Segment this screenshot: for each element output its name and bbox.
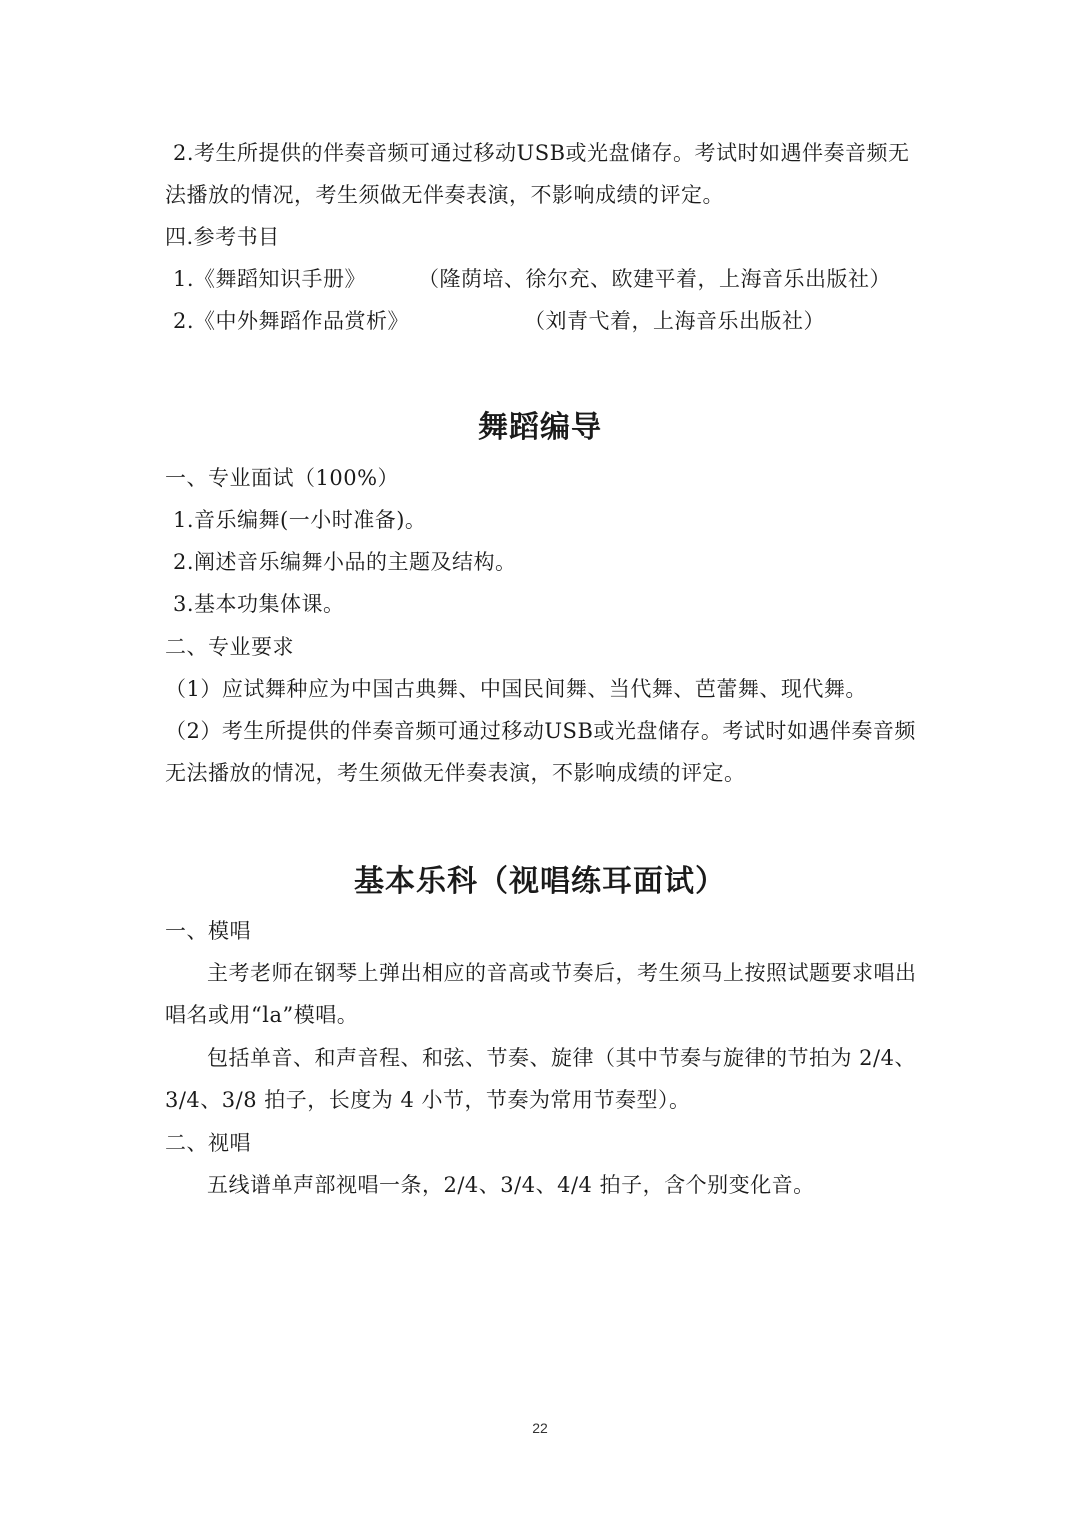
choreography-req-2-line2: 无法播放的情况，考生须做无伴奏表演，不影响成绩的评定。	[165, 761, 746, 785]
choreography-title: 舞蹈编导	[478, 410, 602, 445]
references-heading: 四.参考书目	[165, 225, 280, 249]
music-basics-section1-heading: 一、模唱	[165, 919, 251, 943]
reference-book-2-title: 2.《中外舞蹈作品赏析》	[173, 309, 410, 333]
choreography-req-1: （1）应试舞种应为中国古典舞、中国民间舞、当代舞、芭蕾舞、现代舞。	[165, 677, 867, 701]
choreography-section2-heading: 二、专业要求	[165, 635, 294, 659]
intro-item2-line1: 2.考生所提供的伴奏音频可通过移动USB或光盘储存。考试时如遇伴奏音频无	[173, 141, 910, 165]
choreography-section1-heading: 一、专业面试（100%）	[165, 466, 400, 490]
reference-book-1-author: （隆荫培、徐尔充、欧建平着，上海音乐出版社）	[418, 267, 891, 291]
intro-item2-line2: 法播放的情况，考生须做无伴奏表演，不影响成绩的评定。	[165, 183, 724, 207]
music-basics-section2-heading: 二、视唱	[165, 1131, 251, 1155]
choreography-item-3: 3.基本功集体课。	[173, 592, 345, 616]
music-basics-title: 基本乐科（视唱练耳面试）	[354, 864, 726, 899]
music-basics-para1-line2: 唱名或用“la”模唱。	[165, 1003, 359, 1027]
page-number: 22	[532, 1420, 548, 1436]
reference-book-2-author: （刘青弋着，上海音乐出版社）	[524, 309, 825, 333]
music-basics-para1-line1: 主考老师在钢琴上弹出相应的音高或节奏后，考生须马上按照试题要求唱出	[207, 961, 917, 985]
music-basics-para2-line2: 3/4、3/8 拍子，长度为 4 小节，节奏为常用节奏型）。	[165, 1088, 691, 1112]
music-basics-para3: 五线谱单声部视唱一条，2/4、3/4、4/4 拍子，含个别变化音。	[207, 1173, 815, 1197]
choreography-item-2: 2.阐述音乐编舞小品的主题及结构。	[173, 550, 517, 574]
choreography-item-1: 1.音乐编舞(一小时准备)。	[173, 508, 427, 532]
choreography-req-2-line1: （2）考生所提供的伴奏音频可通过移动USB或光盘储存。考试时如遇伴奏音频	[165, 719, 916, 743]
music-basics-para2-line1: 包括单音、和声音程、和弦、节奏、旋律（其中节奏与旋律的节拍为 2/4、	[207, 1046, 916, 1070]
reference-book-1-title: 1.《舞蹈知识手册》	[173, 267, 367, 291]
